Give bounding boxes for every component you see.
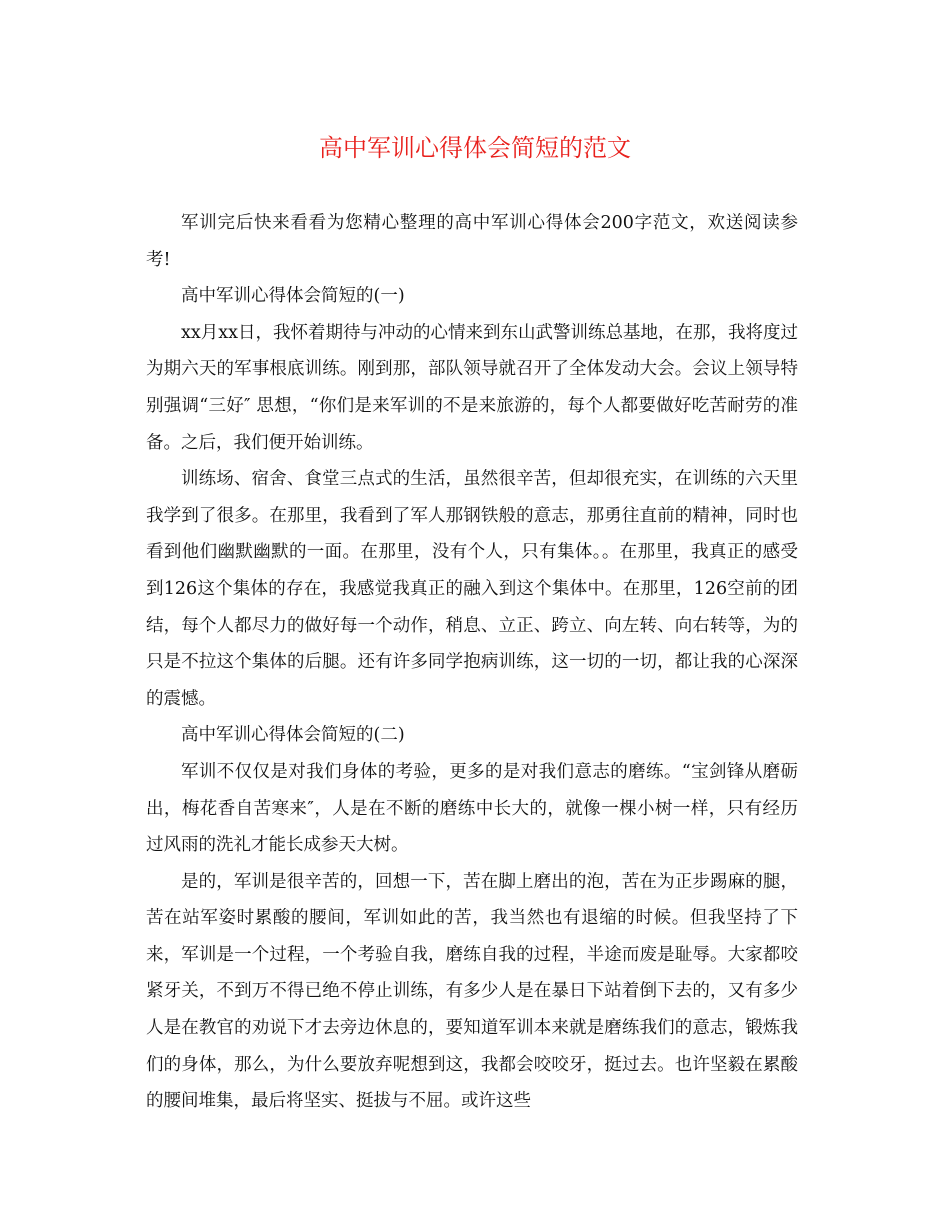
body-paragraph: 是的，军训是很辛苦的，回想一下，苦在脚上磨出的泡，苦在为正步踢麻的腿，苦在站军姿时累酸的腰间，军训如此的苦，我当然也有退缩的时候。但我坚持了下来，军训是一个过程，一个考验自我，磨练自我的过程，半途而废是耻辱。大家都咬紧牙关，不到万不得已绝不停止训练，有多少人是在暴日下站着倒下去的，又有多少人是在教官的劝说下才去旁边休息的，要知道军训本来就是磨练我们的意志，锻炼我们的身体，那么，为什么要放弃呢想到这，我都会咬咬牙，挺过去。也许坚毅在累酸的腰间堆集，最后将坚实、挺拔与不屈。或许这些 bbox=[146, 871, 798, 1112]
body-paragraph: xx月xx日，我怀着期待与冲动的心情来到东山武警训练总基地，在那，我将度过为期六天的军事根底训练。刚到那，部队领导就召开了全体发动大会。会议上领导特别强调“三好″ 思想，“你们是来军训的不是来旅游的，每个人都要做好吃苦耐劳的准备。之后，我们便开始训练。 bbox=[146, 322, 798, 453]
section-heading-2: 高中军训心得体会简短的(二) bbox=[181, 725, 405, 746]
body-paragraph: 训练场、宿舍、食堂三点式的生活，虽然很辛苦，但却很充实，在训练的六天里我学到了很多。在那里，我看到了军人那钢铁般的意志，那勇往直前的精神，同时也看到他们幽默幽默的一面。在那里，没有个人，只有集体。。在那里，我真正的感受到126这个集体的存在，我感觉我真正的融入到这个集体中。在那里，126空前的团结，每个人都尽力的做好每一个动作，稍息、立正、跨立、向左转、向右转等，为的只是不拉这个集体的后腿。还有许多同学抱病训练，这一切的一切，都让我的心深深的震憾。 bbox=[146, 469, 798, 709]
document-body bbox=[146, 205, 798, 1120]
body-paragraph: 军训不仅仅是对我们身体的考验，更多的是对我们意志的磨练。“宝剑锋从磨砺出，梅花香自苦寒来″，人是在不断的磨练中长大的，就像一棵小树一样，只有经历过风雨的洗礼才能长成参天大树。 bbox=[146, 761, 798, 856]
intro-paragraph: 军训完后快来看看为您精心整理的高中军训心得体会200字范文，欢送阅读参考! bbox=[146, 213, 798, 270]
section-heading-1: 高中军训心得体会简短的(一) bbox=[181, 286, 405, 307]
document-title: 高中军训心得体会简短的范文 bbox=[319, 134, 631, 162]
